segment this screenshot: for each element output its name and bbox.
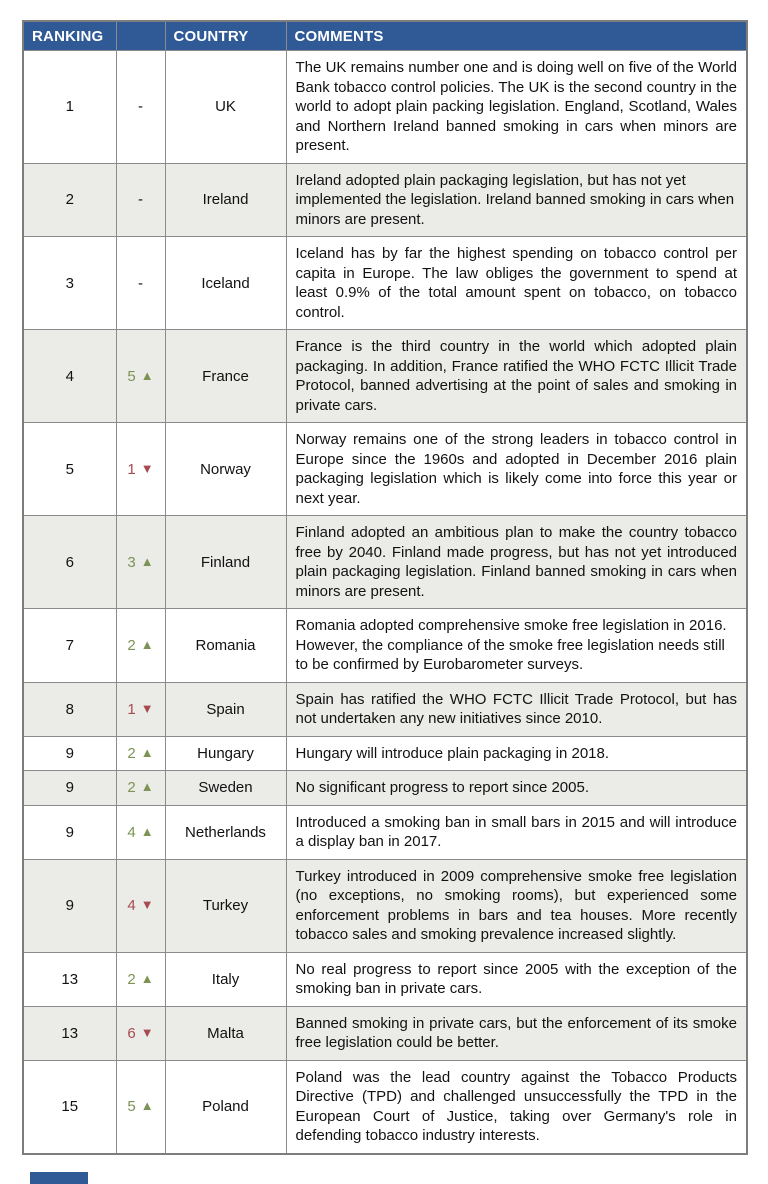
change-cell — [116, 859, 165, 952]
country-cell: Norway — [165, 423, 286, 516]
change-down-icon: ▼ — [140, 897, 154, 912]
change-cell — [116, 1006, 165, 1060]
country-cell: Hungary — [165, 736, 286, 771]
comments-cell: Norway remains one of the strong leaders in tobacco control in Europe since the 1960s and adopted in December 2016 plain packaging legislation which is likely come into force this year or next year. — [286, 423, 747, 516]
comments-cell: The UK remains number one and is doing well on five of the World Bank tobacco control policies. The UK is the second country in the world to adopt plain packing legislation. England, Scotland, Wales and Northern Ireland banned smoking in cars when minors are present. — [286, 51, 747, 164]
ranking-cell: 9 — [23, 771, 116, 806]
country-cell: Sweden — [165, 771, 286, 806]
change-value: 2 — [127, 970, 136, 988]
change-cell: - — [116, 237, 165, 330]
country-cell: Ireland — [165, 163, 286, 237]
header-comments: COMMENTS — [286, 21, 747, 51]
table-row — [23, 423, 747, 516]
table-row — [23, 805, 747, 859]
ranking-cell: 6 — [23, 516, 116, 609]
table-header — [23, 21, 747, 51]
change-value: 4 — [127, 823, 136, 841]
table-row — [23, 952, 747, 1006]
country-cell: France — [165, 330, 286, 423]
comments-cell: Finland adopted an ambitious plan to make the country tobacco free by 2040. Finland made progress, but has not yet introduced plain packaging legislation. Finland banned smoking in cars when minors are present. — [286, 516, 747, 609]
change-value: 4 — [127, 897, 136, 914]
change-down-icon: ▼ — [140, 700, 154, 716]
change-value: 1 — [127, 700, 136, 718]
change-down-icon: ▼ — [140, 1024, 154, 1040]
table-row — [23, 682, 747, 736]
comments-cell: Banned smoking in private cars, but the enforcement of its smoke free legislation could be better. — [286, 1006, 747, 1060]
country-cell: Finland — [165, 516, 286, 609]
change-value: 2 — [127, 744, 136, 762]
ranking-cell: 5 — [23, 423, 116, 516]
change-up-icon: ▲ — [140, 970, 154, 986]
country-cell: Iceland — [165, 237, 286, 330]
ranking-cell: 4 — [23, 330, 116, 423]
comments-cell: Introduced a smoking ban in small bars in 2015 and will introduce a display ban in 2017. — [286, 805, 747, 859]
comments-cell: France is the third country in the world which adopted plain packaging. In addition, France ratified the WHO FCTC Illicit Trade Protocol, banned advertising at the point of sales and smoking in private cars. — [286, 330, 747, 423]
table-row — [23, 609, 747, 683]
ranking-cell: 15 — [23, 1060, 116, 1154]
table-row — [23, 330, 747, 423]
comments-cell: Hungary will introduce plain packaging in 2018. — [286, 736, 747, 771]
ranking-cell: 9 — [23, 736, 116, 771]
header-row — [23, 21, 747, 51]
change-up-icon: ▲ — [140, 779, 154, 795]
ranking-cell: 13 — [23, 1006, 116, 1060]
header-country: COUNTRY — [165, 21, 286, 51]
change-cell: - — [116, 51, 165, 164]
change-value: 2 — [127, 779, 136, 797]
country-cell: Spain — [165, 682, 286, 736]
change-value: 5 — [127, 1098, 136, 1115]
change-cell — [116, 771, 165, 806]
change-up-icon: ▲ — [140, 553, 154, 569]
change-value: 6 — [127, 1024, 136, 1042]
change-cell — [116, 952, 165, 1006]
country-cell: Netherlands — [165, 805, 286, 859]
change-value: 2 — [127, 636, 136, 654]
change-cell — [116, 736, 165, 771]
change-value: 1 — [127, 460, 136, 478]
ranking-table — [22, 20, 748, 1155]
table-row — [23, 516, 747, 609]
ranking-cell: 7 — [23, 609, 116, 683]
table-row — [23, 1060, 747, 1154]
table-row — [23, 736, 747, 771]
header-change — [116, 21, 165, 51]
comments-cell: No significant progress to report since 2005. — [286, 771, 747, 806]
table-row — [23, 1006, 747, 1060]
comments-cell: Iceland has by far the highest spending on tobacco control per capita in Europe. The law obliges the government to spend at least 0.9% of the total amount spent on tobacco, on tobacco control. — [286, 237, 747, 330]
table-row — [23, 771, 747, 806]
header-ranking: RANKING — [23, 21, 116, 51]
change-cell — [116, 805, 165, 859]
change-cell — [116, 516, 165, 609]
comments-cell: Poland was the lead country against the Tobacco Products Directive (TPD) and challenged unsuccessfully the TPD in the European Court of Justice, taking over Germany's role in defending tobacco industry interests. — [286, 1060, 747, 1154]
table-row — [23, 163, 747, 237]
change-cell — [116, 330, 165, 423]
change-cell — [116, 682, 165, 736]
ranking-cell: 3 — [23, 237, 116, 330]
change-cell — [116, 423, 165, 516]
country-cell: Italy — [165, 952, 286, 1006]
comments-cell: Turkey introduced in 2009 comprehensive smoke free legislation (no exceptions, no smoking rooms), but experienced some enforcement problems in bars and tea houses. More recently tobacco sales and smoking prevalence increased slightly. — [286, 859, 747, 952]
change-value: 5 — [127, 367, 136, 385]
comments-cell: Romania adopted comprehensive smoke free legislation in 2016. However, the compliance of the smoke free legislation needs still to be confirmed by Eurobarometer surveys. — [286, 609, 747, 683]
table-row — [23, 859, 747, 952]
change-cell — [116, 1060, 165, 1154]
comments-cell: Ireland adopted plain packaging legislation, but has not yet implemented the legislation. Ireland banned smoking in cars when minors are present. — [286, 163, 747, 237]
change-value: 3 — [127, 553, 136, 571]
change-down-icon: ▼ — [140, 460, 154, 476]
comments-cell: Spain has ratified the WHO FCTC Illicit Trade Protocol, but has not undertaken any new initiatives since 2010. — [286, 682, 747, 736]
country-cell: Romania — [165, 609, 286, 683]
table-row — [23, 51, 747, 164]
country-cell: UK — [165, 51, 286, 164]
ranking-cell: 13 — [23, 952, 116, 1006]
change-up-icon: ▲ — [140, 1098, 154, 1113]
change-up-icon: ▲ — [140, 823, 154, 839]
country-cell: Malta — [165, 1006, 286, 1060]
change-up-icon: ▲ — [140, 636, 154, 652]
change-cell: - — [116, 163, 165, 237]
change-up-icon: ▲ — [140, 367, 154, 383]
country-cell: Turkey — [165, 859, 286, 952]
comments-cell: No real progress to report since 2005 with the exception of the smoking ban in private cars. — [286, 952, 747, 1006]
ranking-cell: 9 — [23, 805, 116, 859]
table-body — [23, 51, 747, 1154]
change-up-icon: ▲ — [140, 744, 154, 760]
ranking-cell: 8 — [23, 682, 116, 736]
table-row — [23, 237, 747, 330]
country-cell: Poland — [165, 1060, 286, 1154]
next-page-header-fragment — [30, 1172, 88, 1184]
ranking-cell: 2 — [23, 163, 116, 237]
change-cell — [116, 609, 165, 683]
ranking-cell: 9 — [23, 859, 116, 952]
ranking-cell: 1 — [23, 51, 116, 164]
